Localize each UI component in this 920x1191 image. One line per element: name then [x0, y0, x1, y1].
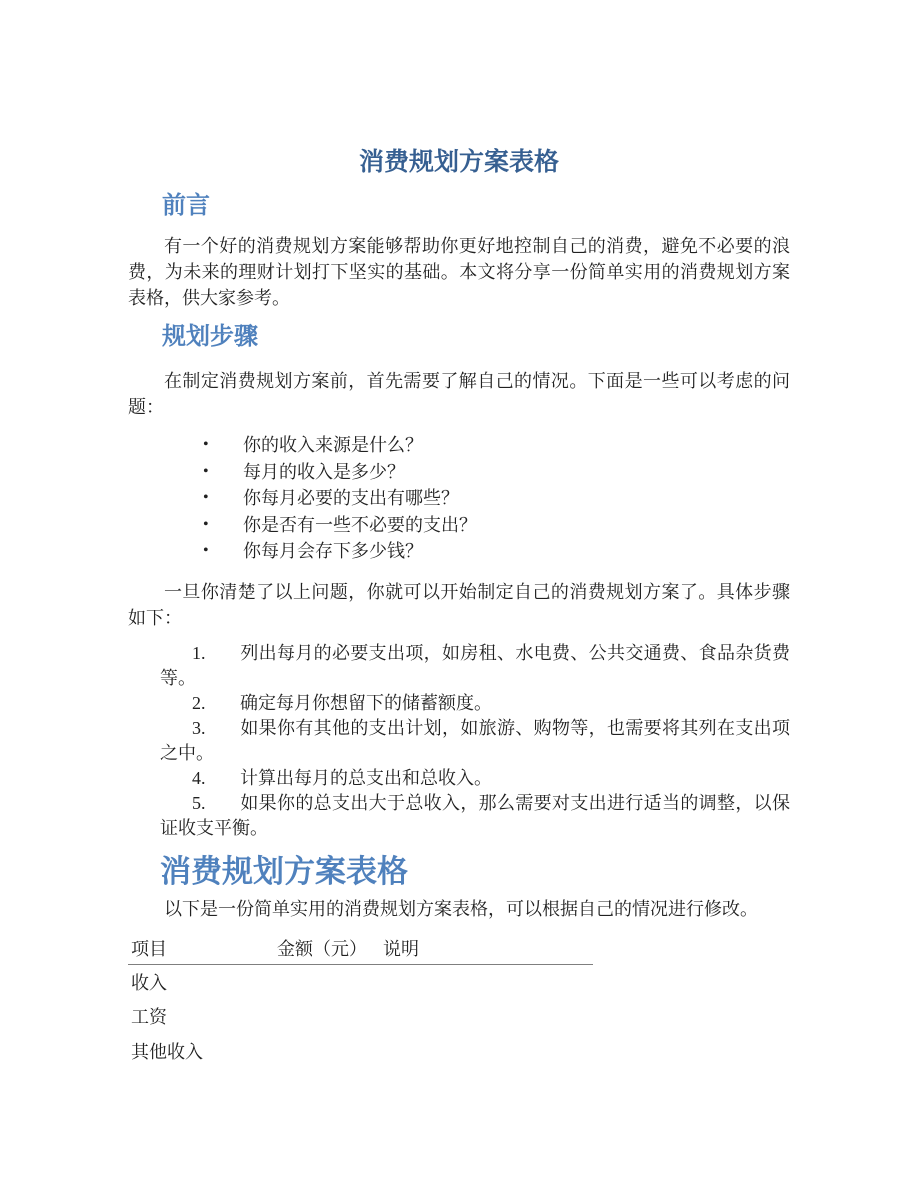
- question-list: [128, 432, 790, 565]
- bullet-icon: •: [203, 542, 209, 559]
- question-item: [203, 512, 790, 539]
- step-text: 如果你的总支出大于总收入，那么需要对支出进行适当的调整，以保证收支平衡。: [160, 792, 790, 838]
- bullet-icon: •: [203, 489, 209, 506]
- question-item: [203, 485, 790, 512]
- question-text: 你每月必要的支出有哪些？: [243, 488, 459, 508]
- step-text: 计算出每月的总支出和总收入。: [240, 767, 492, 788]
- step-item: [160, 691, 790, 716]
- step-number: 5.: [192, 792, 206, 813]
- step-item: [160, 716, 790, 766]
- question-text: 你每月会存下多少钱？: [243, 541, 423, 561]
- cell-amount: [274, 964, 380, 999]
- step-text: 如果你有其他的支出计划，如旅游、购物等，也需要将其列在支出项之中。: [160, 717, 790, 763]
- question-text: 每月的收入是多少？: [243, 461, 405, 482]
- steps-list: [128, 641, 790, 841]
- paragraph-preface: 有一个好的消费规划方案能够帮助你更好地控制自己的消费，避免不必要的浪费，为未来的理财计划打下坚实的基础。本文将分享一份简单实用的消费规划方案表格，供大家参考。: [128, 236, 790, 308]
- cell-note: [380, 1034, 593, 1069]
- step-item: [160, 766, 790, 791]
- paragraph-table-intro: 以下是一份简单实用的消费规划方案表格，可以根据自己的情况进行修改。: [164, 898, 758, 919]
- question-text: 你是否有一些不必要的支出？: [243, 514, 477, 535]
- cell-amount: [274, 999, 380, 1034]
- cell-amount: [274, 1034, 380, 1069]
- step-number: 4.: [192, 767, 206, 788]
- question-item: [203, 432, 790, 459]
- question-item: [203, 538, 790, 565]
- table-row: [128, 999, 593, 1034]
- document-title: 消费规划方案表格: [358, 149, 559, 176]
- paragraph-planning-intro: 在制定消费规划方案前，首先需要了解自己的情况。下面是一些可以考虑的问题：: [128, 371, 790, 417]
- heading-preface: 前言: [162, 193, 210, 219]
- bullet-icon: •: [203, 436, 209, 453]
- step-text: 列出每月的必要支出项，如房租、水电费、公共交通费、食品杂货费等。: [160, 642, 790, 688]
- document-content: [128, 0, 790, 1069]
- budget-table: [128, 939, 593, 1070]
- heading-planning-steps: 规划步骤: [162, 324, 258, 350]
- budget-table-body: [128, 964, 593, 1069]
- cell-item: 工资: [131, 1007, 167, 1027]
- step-number: 2.: [192, 692, 206, 713]
- bullet-icon: •: [203, 515, 209, 533]
- paragraph-transition: 一旦你清楚了以上问题，你就可以开始制定自己的消费规划方案了。具体步骤如下：: [128, 581, 790, 628]
- heading-table-section: 消费规划方案表格: [160, 853, 408, 889]
- column-header-amount: 金额（元）: [274, 939, 380, 965]
- cell-item: 其他收入: [131, 1042, 203, 1062]
- table-row: [128, 964, 593, 999]
- table-header-row: [128, 939, 593, 965]
- bullet-icon: •: [203, 462, 209, 480]
- step-item: [160, 791, 790, 841]
- question-text: 你的收入来源是什么？: [243, 435, 423, 455]
- step-item: [160, 641, 790, 691]
- step-text: 确定每月你想留下的储蓄额度。: [240, 692, 492, 713]
- table-row: [128, 1034, 593, 1069]
- cell-note: [380, 964, 593, 999]
- budget-table-header: [128, 939, 593, 965]
- column-header-note: 说明: [380, 939, 593, 965]
- question-item: [203, 459, 790, 486]
- cell-item: 收入: [131, 972, 167, 993]
- step-number: 1.: [192, 642, 206, 663]
- step-number: 3.: [192, 717, 206, 738]
- cell-note: [380, 999, 593, 1034]
- column-header-item: 项目: [128, 939, 274, 965]
